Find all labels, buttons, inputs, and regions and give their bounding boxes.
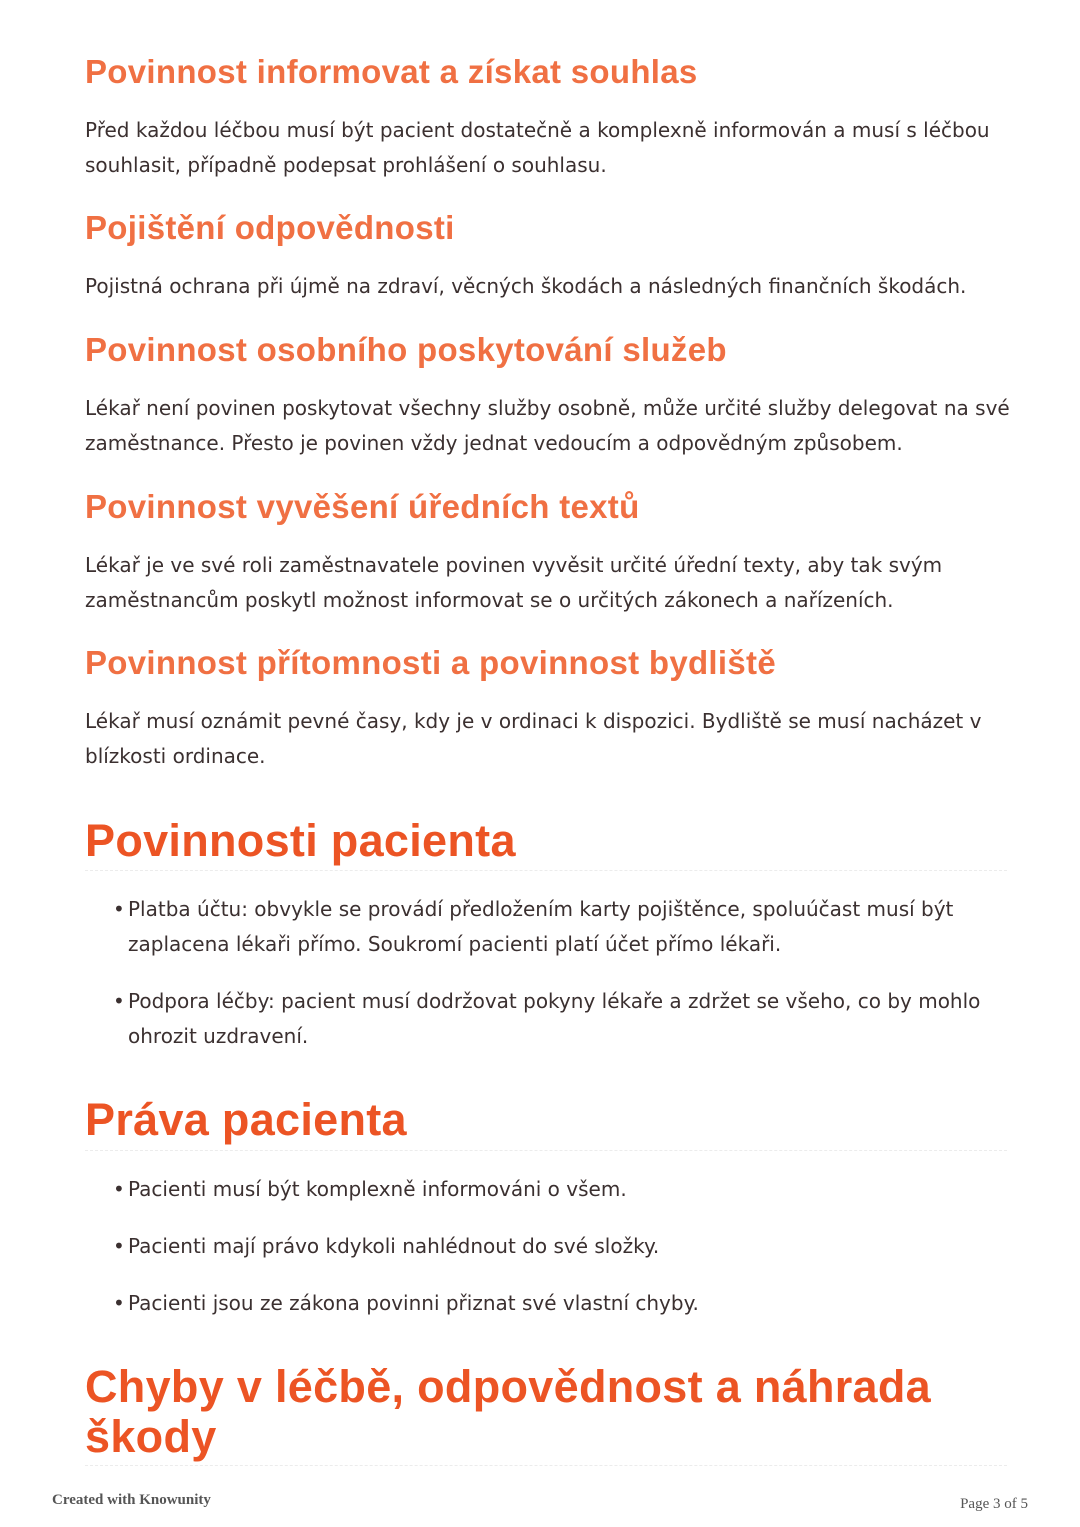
divider [85, 870, 1007, 871]
section-text: Pojistná ochrana při újmě na zdraví, věcných škodách a následných finančních škodách. [85, 274, 967, 298]
list-item: • Pacienti mají právo kdykoli nahlédnout do své složky. [85, 1229, 1015, 1264]
section-heading: Pojištění odpovědnosti [85, 209, 455, 246]
rights-list [85, 1172, 1015, 1321]
bullet: • [113, 1291, 125, 1315]
list-item: • Podpora léčby: pacient musí dodržovat pokyny lékaře a zdržet se všeho, co by mohlo ohrozit uzdravení. [85, 984, 985, 1054]
section-text: Lékař musí oznámit pevné časy, kdy je v ordinaci k dispozici. Bydliště se musí nacházet v blízkosti ordinace. [85, 709, 982, 768]
section-heading: Povinnost vyvěšení úředních textů [85, 488, 640, 525]
rights-heading: Práva pacienta [85, 1094, 407, 1145]
errors-heading: Chyby v léčbě, odpovědnost a náhrada škody [85, 1361, 932, 1462]
section-heading: Povinnost informovat a získat souhlas [85, 53, 698, 90]
footer-credit: Created with Knowunity [52, 1492, 211, 1508]
list-item: • Pacienti musí být komplexně informováni o všem. [85, 1172, 1015, 1207]
bullet: • [113, 989, 125, 1013]
list-item: • Pacienti jsou ze zákona povinni přiznat své vlastní chyby. [85, 1286, 1015, 1321]
divider [85, 1465, 1007, 1466]
divider [85, 1150, 1007, 1151]
bullet: • [113, 1177, 125, 1201]
section-heading: Povinnost osobního poskytování služeb [85, 331, 727, 368]
duties-list [85, 892, 985, 1054]
section-heading: Povinnost přítomnosti a povinnost bydliště [85, 644, 776, 681]
page-number: Page 3 of 5 [960, 1496, 1028, 1512]
bullet: • [113, 897, 125, 921]
bullet: • [113, 1234, 125, 1258]
section-text: Lékař není povinen poskytovat všechny služby osobně, může určité služby delegovat na své zaměstnance. Přesto je povinen vždy jednat vedoucím a odpovědným způsobem. [85, 396, 1010, 455]
section-text: Lékař je ve své roli zaměstnavatele povinen vyvěsit určité úřední texty, aby tak svým zaměstnancům poskytl možnost informovat se o určitých zákonech a nařízeních. [85, 553, 943, 612]
list-item: • Platba účtu: obvykle se provádí předložením karty pojištěnce, spoluúčast musí být zaplacena lékaři přímo. Soukromí pacienti platí účet přímo lékaři. [85, 892, 985, 962]
section-text: Před každou léčbou musí být pacient dostatečně a komplexně informován a musí s léčbou souhlasit, případně podepsat prohlášení o souhlasu. [85, 118, 990, 177]
duties-heading: Povinnosti pacienta [85, 815, 516, 866]
